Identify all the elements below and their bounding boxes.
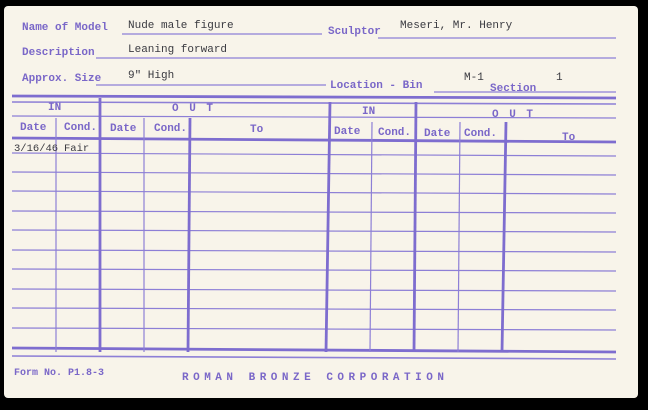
sculptor-value: Meseri, Mr. Henry	[400, 20, 513, 32]
out-group-header: O U T	[172, 103, 216, 115]
approx-size-value: 9" High	[128, 70, 175, 82]
col-in-date: Date	[20, 122, 47, 134]
sculptor-label: Sculptor	[328, 26, 381, 38]
col-out-date: Date	[110, 123, 137, 135]
col-in-cond: Cond.	[64, 122, 98, 134]
col-in2-cond: Cond.	[378, 127, 412, 139]
col-out2-date: Date	[424, 128, 451, 140]
out-group-header-2: O U T	[492, 109, 536, 121]
row1-in-date: 3/16/46	[14, 143, 59, 155]
form-number: Form No. P1.8-3	[14, 368, 105, 379]
card-ruling	[4, 6, 638, 398]
catalog-card	[4, 6, 638, 398]
section-label: Section	[490, 83, 537, 95]
col-out-cond: Cond.	[154, 123, 188, 135]
in-group-header: IN	[48, 102, 62, 114]
location-bin-label: Location - Bin	[330, 80, 423, 92]
approx-size-label: Approx. Size	[22, 73, 102, 85]
section-value: 1	[556, 72, 563, 84]
company-name: ROMAN BRONZE CORPORATION	[182, 372, 449, 384]
row1-in-cond: Fair	[64, 143, 90, 155]
in-group-header-2: IN	[362, 106, 376, 118]
name-of-model-label: Name of Model	[22, 22, 108, 34]
name-of-model-value: Nude male figure	[128, 20, 234, 32]
col-out2-to: To	[562, 132, 576, 144]
col-out2-cond: Cond.	[464, 128, 498, 140]
description-label: Description	[22, 47, 95, 59]
bin-value: M-1	[464, 72, 484, 84]
col-in2-date: Date	[334, 126, 361, 138]
col-out-to: To	[250, 124, 264, 136]
description-value: Leaning forward	[128, 44, 228, 56]
